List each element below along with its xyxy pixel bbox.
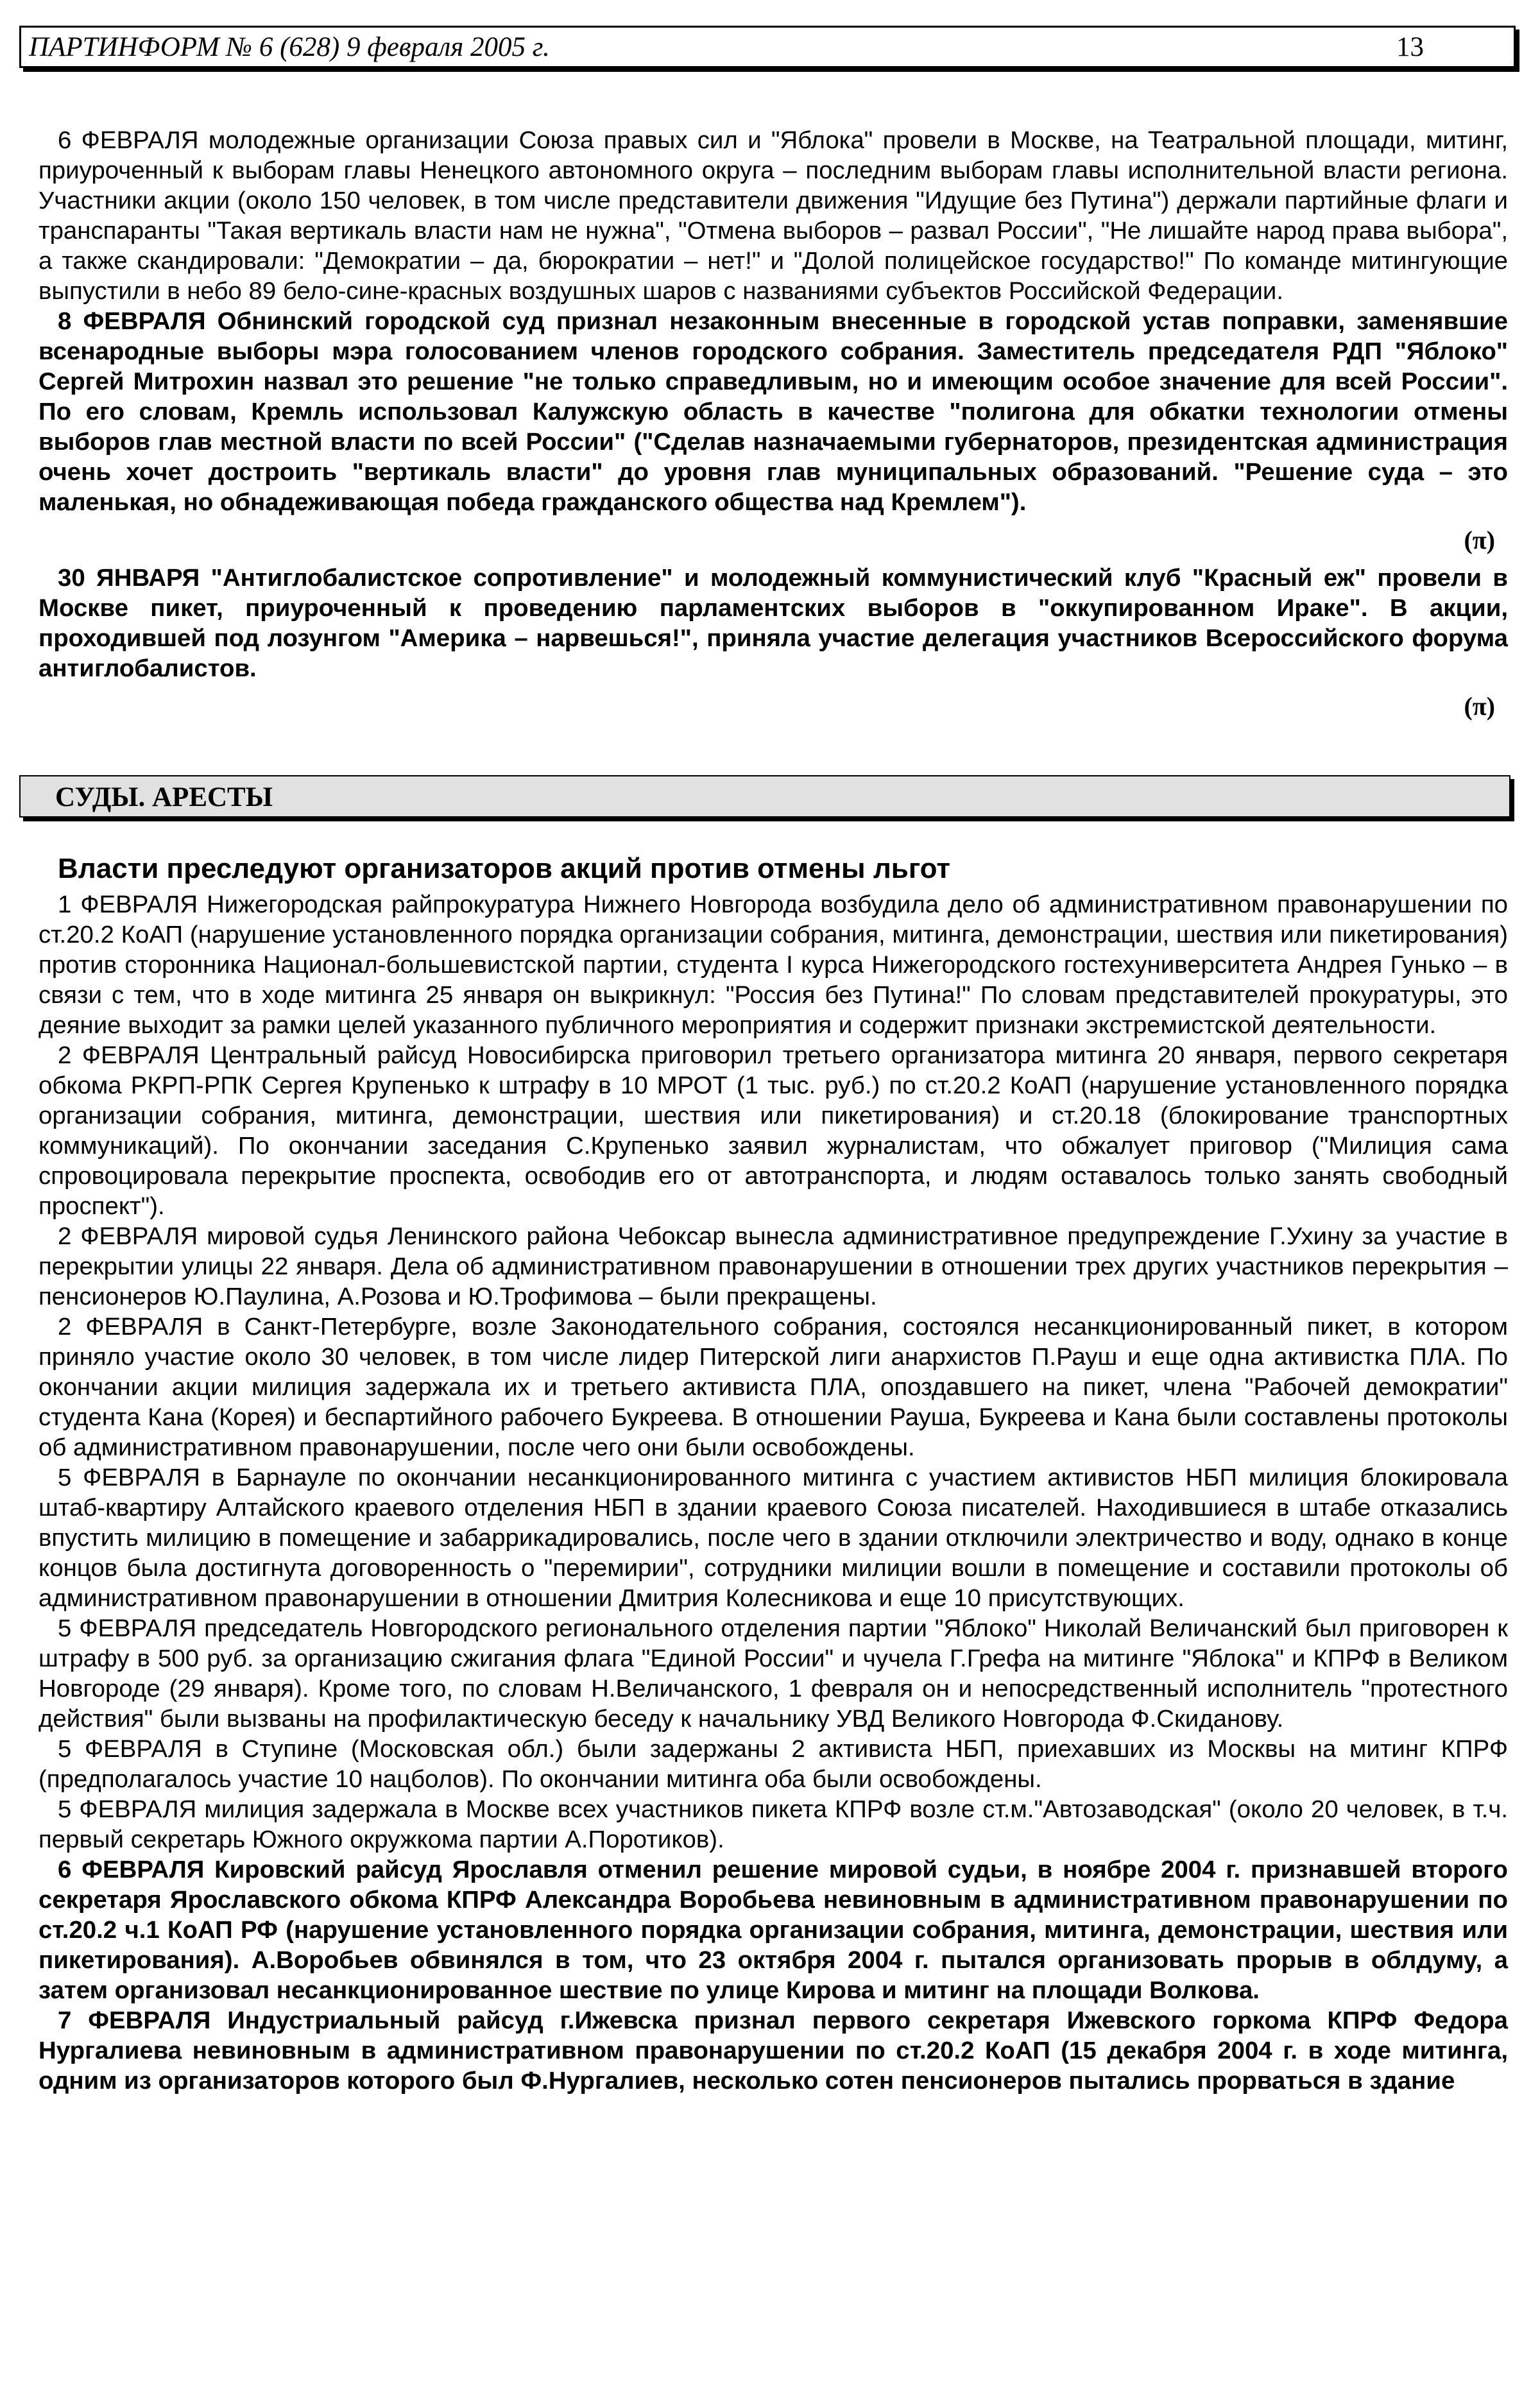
section-title: СУДЫ. АРЕСТЫ	[55, 782, 273, 812]
news-paragraph: 6 ФЕВРАЛЯ молодежные организации Союза правых сил и "Яблока" провели в Москве, на Театральной площади, митинг, приуроченный к выборам главы Ненецкого автономного округа – последним выборам главы исполнительной власти региона. Участники акции (около 150 человек, в том числе представители движения "Идущие без Путина") держали партийные флаги и транспаранты "Такая вертикаль власти нам не нужна", "Отмена выборов – развал России", "Не лишайте народ права выбора", а также скандировали: "Демократии – да, бюрократии – нет!" и "Долой полицейское государство!" По команде митингующие выпустили в небо 89 бело-сине-красных воздушных шаров с названиями субъектов Российской Федерации.	[38, 126, 1508, 305]
news-paragraph: 8 ФЕВРАЛЯ Обнинский городской суд признал незаконным внесенные в городской устав поправки, заменявшие всенародные выборы мэра голосованием членов городского собрания. Заместитель председателя РДП "Яблоко" Сергей Митрохин назвал это решение "не только справедливым, но и имеющим особое значение для всей России". По его словам, Кремль использовал Калужскую область в качестве "полигона для обкатки технологии отмены выборов глав местной власти по всей России" ("Сделав назначаемыми губернаторов, президентская администрация очень хочет достроить "вертикаль власти" до уровня глав муниципальных образований. "Решение суда – это маленькая, но обнадеживающая победа гражданского общества над Кремлем").	[38, 307, 1508, 516]
article-paragraph: 5 ФЕВРАЛЯ в Барнауле по окончании несанкционированного митинга с участием активистов НБП милиция блокировала штаб-квартиру Алтайского краевого отделения НБП в здании краевого Союза писателей. Находившиеся в штабе отказались впустить милицию в помещение и забаррикадировались, после чего в здании отключили электричество и воду, однако в конце концов была достигнута договоренность о "перемирии", сотрудники милиции вошли в помещение и составили протоколы об административном правонарушении в отношении Дмитрия Колесникова и еще 10 присутствующих.	[38, 1464, 1508, 1612]
news-paragraph: 30 ЯНВАРЯ "Антиглобалистское сопротивление" и молодежный коммунистический клуб "Красный еж" провели в Москве пикет, приуроченный к проведению парламентских выборов в "оккупированном Ираке". В акции, проходившей под лозунгом "Америка – нарвешься!", приняла участие делегация участников Всероссийского форума антиглобалистов.	[38, 564, 1508, 682]
article-paragraph: 2 ФЕВРАЛЯ в Санкт-Петербурге, возле Законодательного собрания, состоялся несанкционированный пикет, в котором приняло участие около 30 человек, в том числе лидер Питерской лиги анархистов П.Рауш и еще одна активистка ПЛА. По окончании акции милиция задержала их и третьего активиста ПЛА, опоздавшего на пикет, члена "Рабочей демократии" студента Кана (Корея) и беспартийного рабочего Букреева. В отношении Рауша, Букреева и Кана были составлены протоколы об административном правонарушении, после чего они были освобождены.	[38, 1313, 1508, 1461]
page-header	[19, 26, 1516, 68]
article-paragraph: 5 ФЕВРАЛЯ председатель Новгородского регионального отделения партии "Яблоко" Николай Величанский был приговорен к штрафу в 500 руб. за организацию сжигания флага "Единой России" и чучела Г.Грефа на митинге "Яблока" и КПРФ в Великом Новгороде (29 января). Кроме того, по словам Н.Величанского, 1 февраля он и непосредственный исполнитель "протестного действия" были вызваны на профилактическую беседу к начальнику УВД Великого Новгорода Ф.Скиданову.	[38, 1615, 1508, 1733]
page-number: 13	[1396, 32, 1424, 62]
article-paragraph: 5 ФЕВРАЛЯ в Ступине (Московская обл.) были задержаны 2 активиста НБП, приехавших из Москвы на митинг КПРФ (предполагалось участие 10 нацболов). По окончании митинга оба были освобождены.	[38, 1735, 1508, 1793]
article-title: Власти преследуют организаторов акций против отмены льгот	[58, 853, 950, 884]
article-paragraph: 2 ФЕВРАЛЯ Центральный райсуд Новосибирска приговорил третьего организатора митинга 20 января, первого секретаря обкома РКРП-РПК Сергея Крупенько к штрафу в 10 МРОТ (1 тыс. руб.) по ст.20.2 КоАП (нарушение установленного порядка организации собрания, митинга, демонстрации, шествия или пикетирования) и ст.20.18 (блокирование транспортных коммуникаций). По окончании заседания С.Крупенько заявил журналистам, что обжалует приговор ("Милиция сама спровоцировала перекрытие проспекта, освободив его от автотранспорта, и людям оставалось только занять свободный проспект").	[38, 1041, 1508, 1220]
publication-title: ПАРТИНФОРМ № 6 (628) 9 февраля 2005 г.	[29, 32, 550, 62]
article-paragraph: 7 ФЕВРАЛЯ Индустриальный райсуд г.Ижевска признал первого секретаря Ижевского горкома КПРФ Федора Нургалиева невиновным в административном правонарушении по ст.20.2 КоАП (15 декабря 2004 г. в ходе митинга, одним из организаторов которого был Ф.Нургалиев, несколько сотен пенсионеров пытались прорваться в здание	[38, 2007, 1508, 2095]
article-paragraph: 5 ФЕВРАЛЯ милиция задержала в Москве всех участников пикета КПРФ возле ст.м."Автозаводская" (около 20 человек, в т.ч. первый секретарь Южного окружкома партии А.Поротиков).	[38, 1795, 1508, 1853]
signature: (π)	[1464, 692, 1495, 721]
top-news-block	[38, 125, 1508, 729]
section-header	[19, 775, 1510, 818]
article-paragraph: 2 ФЕВРАЛЯ мировой судья Ленинского района Чебоксар вынесла административное предупреждение Г.Ухину за участие в перекрытии улицы 22 января. Дела об административном правонарушении в отношении трех других участников перекрытия – пенсионеров Ю.Паулина, А.Розова и Ю.Трофимова – были прекращены.	[38, 1222, 1508, 1310]
signature: (π)	[1464, 526, 1495, 554]
article-paragraph: 1 ФЕВРАЛЯ Нижегородская райпрокуратура Нижнего Новгорода возбудила дело об административном правонарушении по ст.20.2 КоАП (нарушение установленного порядка организации собрания, митинга, демонстрации, шествия или пикетирования) против сторонника Национал-большевистской партии, студента I курса Нижегородского гостехуниверситета Андрея Гунько – в связи с тем, что в ходе митинга 25 января он выкрикнул: "Россия без Путина!" По словам представителей прокуратуры, это деяние выходит за рамки целей указанного публичного мероприятия и содержит признаки экстремистской деятельности.	[38, 891, 1508, 1039]
article-body	[38, 889, 1508, 2096]
article-paragraph: 6 ФЕВРАЛЯ Кировский райсуд Ярославля отменил решение мировой судьи, в ноябре 2004 г. признавшей второго секретаря Ярославского обкома КПРФ Александра Воробьева невиновным в административном правонарушении по ст.20.2 ч.1 КоАП РФ (нарушение установленного порядка организации собрания, митинга, демонстрации, шествия или пикетирования). А.Воробьев обвинялся в том, что 23 октября 2004 г. пытался организовать прорыв в облдуму, а затем организовал несанкционированное шествие по улице Кирова и митинг на площади Волкова.	[38, 1856, 1508, 2004]
